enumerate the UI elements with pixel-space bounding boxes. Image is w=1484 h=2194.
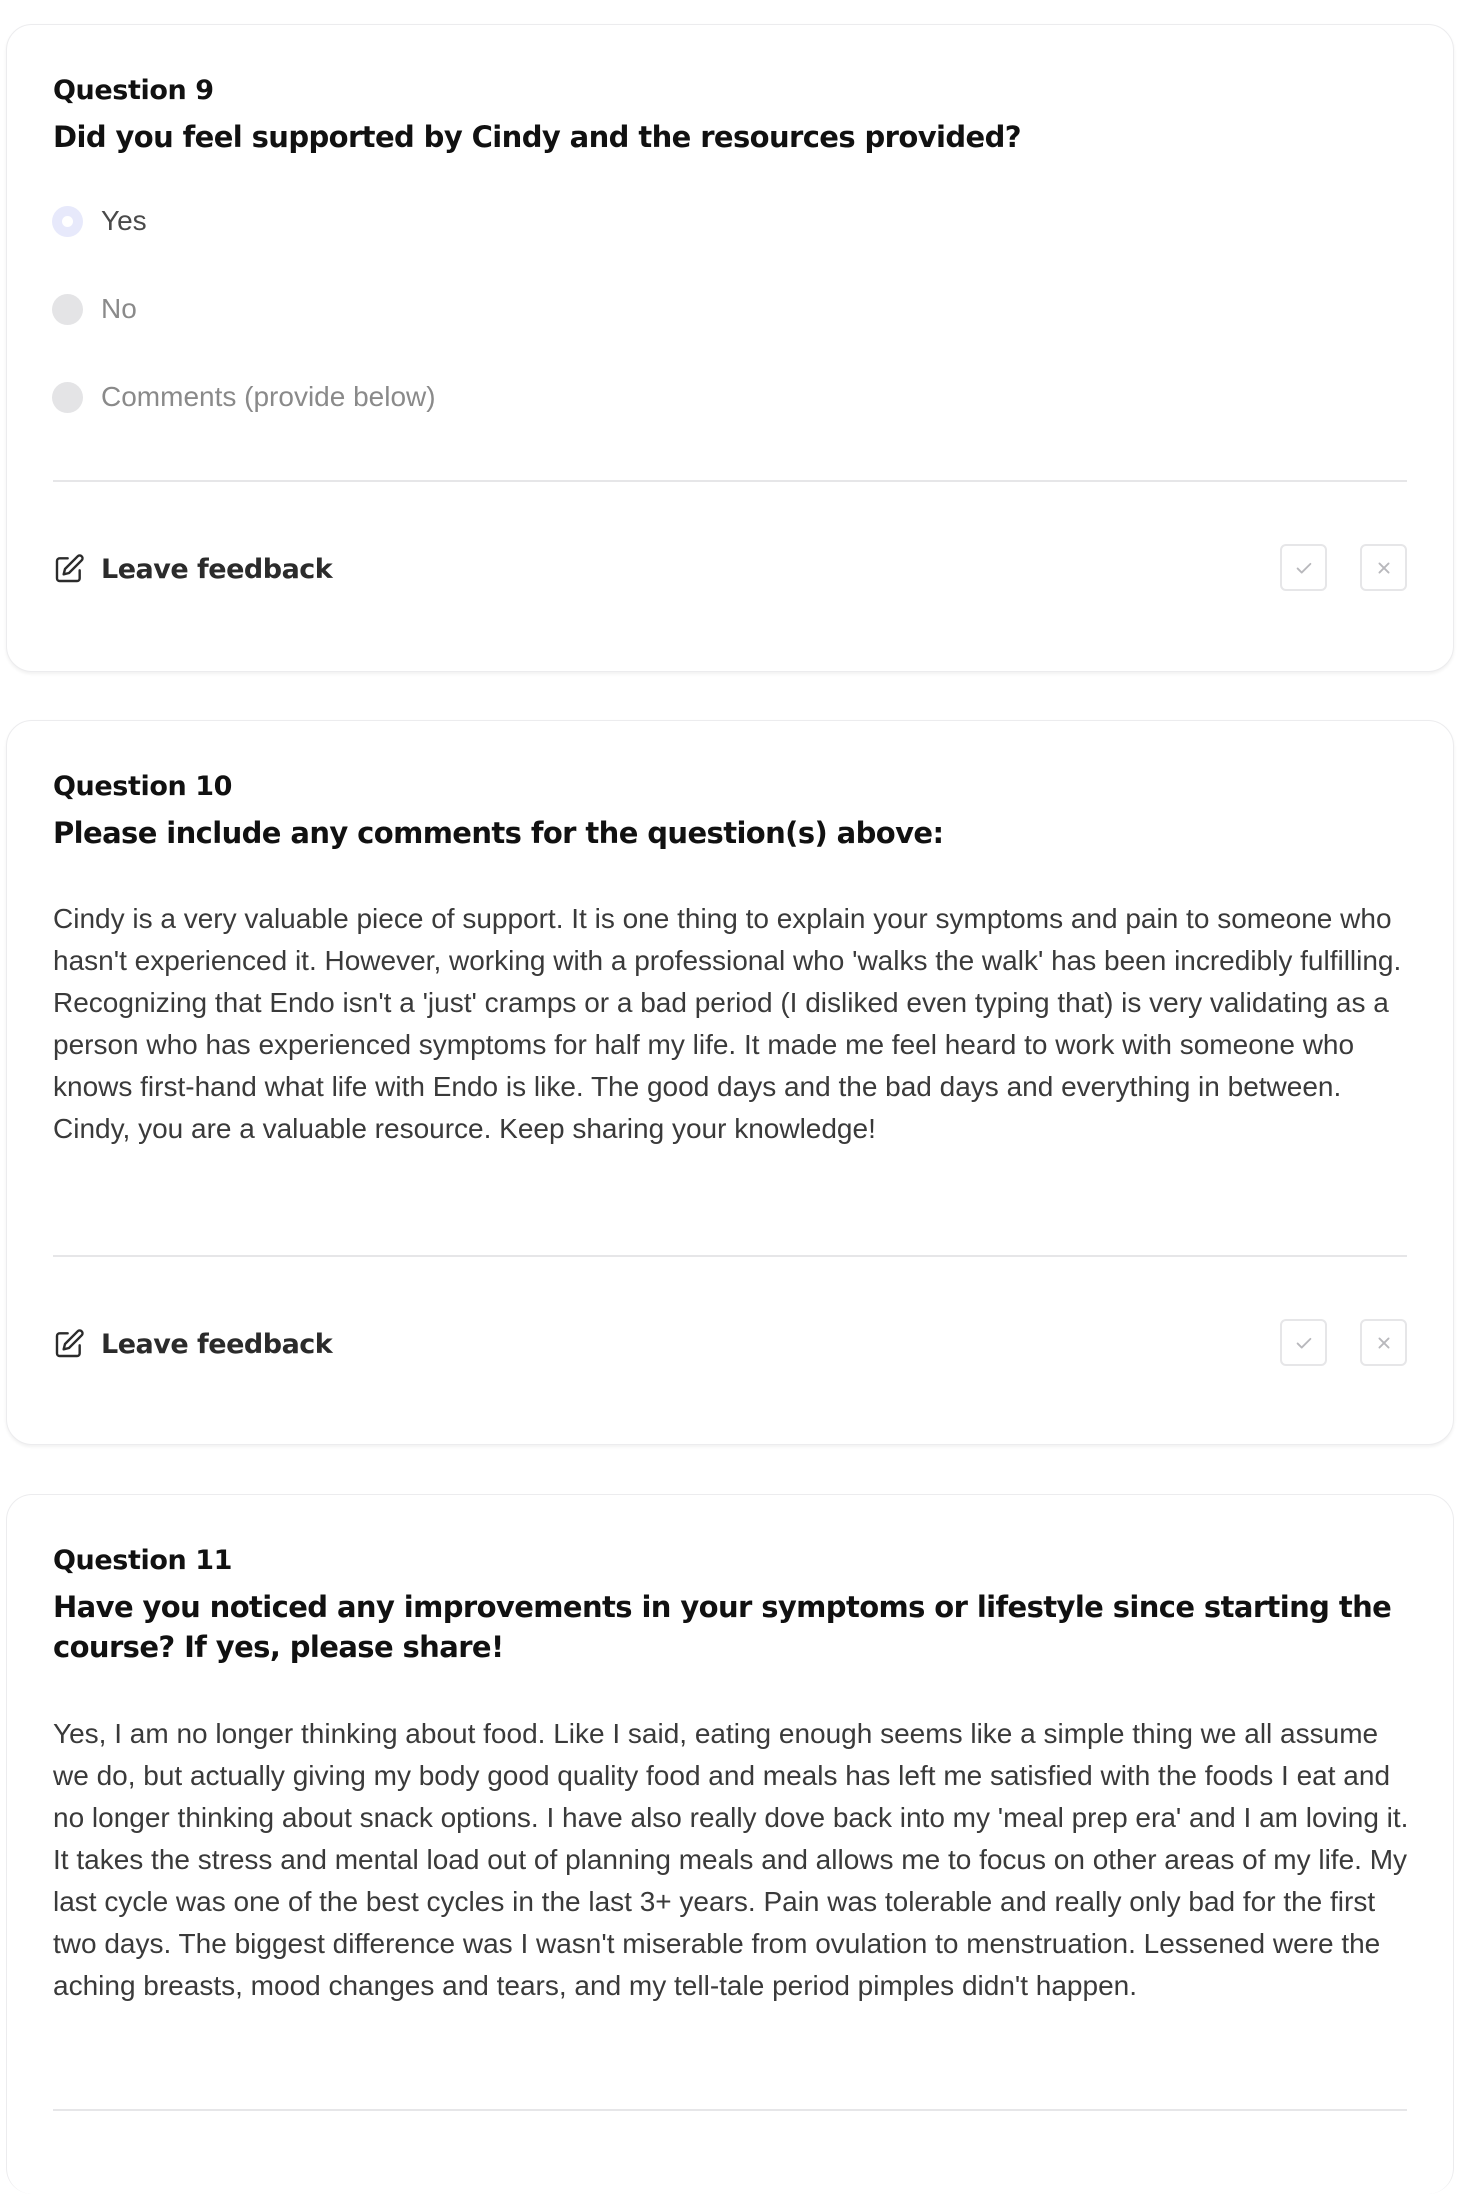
reject-button[interactable]: [1360, 1319, 1407, 1366]
radio-button-selected[interactable]: [52, 206, 83, 237]
option-no[interactable]: [52, 291, 137, 327]
leave-feedback-button[interactable]: [53, 1328, 332, 1360]
close-icon: [1373, 557, 1395, 579]
reject-button[interactable]: [1360, 544, 1407, 591]
question-number: Question 9: [53, 75, 214, 106]
leave-feedback-button[interactable]: [53, 553, 332, 585]
approve-button[interactable]: [1280, 1319, 1327, 1366]
question-number: Question 11: [53, 1545, 233, 1576]
option-yes[interactable]: [52, 203, 147, 239]
question-number: Question 10: [53, 771, 233, 802]
answer-text: Cindy is a very valuable piece of support. It is one thing to explain your symptoms and pain to someone who hasn't experienced it. However, working with a professional who 'walks the walk' has been incredibly fulfilling. Recognizing that Endo isn't a 'just' cramps or a bad period (I disliked even typing that) is very validating as a person who has experienced symptoms for half my life. It made me feel heard to work with someone who knows first-hand what life with Endo is like. The good days and the bad days and everything in between. Cindy, you are a valuable resource. Keep sharing your knowledge!: [53, 903, 1402, 1144]
edit-pencil-icon: [53, 553, 85, 585]
close-icon: [1373, 1332, 1395, 1354]
option-label: Comments (provide below): [101, 381, 436, 412]
question-title: Please include any comments for the question(s) above:: [53, 816, 944, 850]
option-label: Yes: [101, 205, 147, 236]
answer-text: Yes, I am no longer thinking about food. Like I said, eating enough seems like a simple thing we all assume we do, but actually giving my body good quality food and meals has left me satisfied with the foods I eat and no longer thinking about snack options. I have also really dove back into my 'meal prep era' and I am loving it. It takes the stress and mental load out of planning meals and allows me to focus on other areas of my life. My last cycle was one of the best cycles in the last 3+ years. Pain was tolerable and really only bad for the first two days. The biggest difference was I wasn't miserable from ovulation to menstruation. Lessened were the aching breasts, mood changes and tears, and my tell-tale period pimples didn't happen.: [53, 1718, 1409, 2001]
option-label: No: [101, 293, 137, 324]
radio-button[interactable]: [52, 294, 83, 325]
check-icon: [1293, 557, 1315, 579]
divider: [53, 1255, 1407, 1257]
question-card-10: [6, 720, 1454, 1445]
question-title: Have you noticed any improvements in your symptoms or lifestyle since starting the course? If yes, please share!: [53, 1590, 1392, 1664]
approve-button[interactable]: [1280, 544, 1327, 591]
option-comments[interactable]: [52, 379, 436, 415]
divider: [53, 480, 1407, 482]
question-card-11: [6, 1494, 1454, 2194]
divider: [53, 2109, 1407, 2111]
check-icon: [1293, 1332, 1315, 1354]
edit-pencil-icon: [53, 1328, 85, 1360]
question-card-9: [6, 24, 1454, 672]
question-title: Did you feel supported by Cindy and the resources provided?: [53, 120, 1021, 154]
radio-button[interactable]: [52, 382, 83, 413]
leave-feedback-label: Leave feedback: [101, 553, 333, 585]
leave-feedback-label: Leave feedback: [101, 1328, 333, 1360]
